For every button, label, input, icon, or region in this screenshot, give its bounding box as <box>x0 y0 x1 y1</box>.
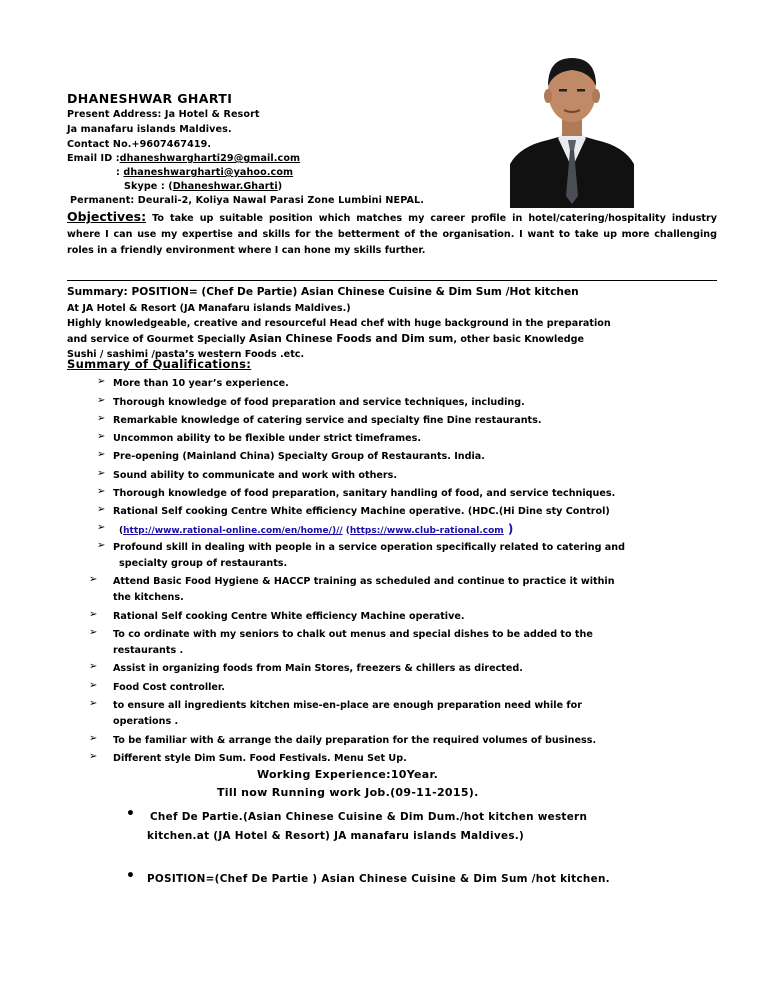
summary-desc-1: Highly knowledgeable, creative and resourceful Head chef with huge background in the preparation <box>67 318 611 329</box>
summary-desc-2c: , other basic Knowledge <box>453 333 585 345</box>
arrow-bullet-icon: ➢ <box>97 449 106 460</box>
objectives-heading: Objectives: <box>67 209 147 224</box>
qual-item: Food Cost controller. <box>113 682 225 693</box>
link-close: ) <box>503 522 514 536</box>
qual-item: Pre-opening (Mainland China) Specialty Group of Restaurants. India. <box>113 451 485 462</box>
arrow-bullet-icon: ➢ <box>89 574 98 585</box>
skype-row <box>124 181 282 192</box>
arrow-bullet-icon: ➢ <box>97 486 106 497</box>
bullet-dot-icon: • <box>126 806 135 822</box>
arrow-bullet-icon: ➢ <box>97 376 106 387</box>
summary-desc-3: Sushi / sashimi /pasta’s western Foods .etc. <box>67 349 305 360</box>
arrow-bullet-icon: ➢ <box>97 522 106 533</box>
link-mid: ( <box>342 526 350 536</box>
summary-desc-2a: and service of Gourmet Specially <box>67 333 250 345</box>
arrow-bullet-icon: ➢ <box>97 504 106 515</box>
qual-item: Assist in organizing foods from Main Stores, freezers & chillers as directed. <box>113 663 523 674</box>
skype-close: ) <box>277 181 283 192</box>
summary-desc-2b: Asian Chinese Foods and Dim sum <box>249 332 454 345</box>
arrow-bullet-icon: ➢ <box>89 733 98 744</box>
summary-section <box>67 285 717 363</box>
experience-bullet-1-line-2: kitchen.at (JA Hotel & Resort) JA manafaru islands Maldives.) <box>147 830 525 842</box>
qual-item-cont: restaurants . <box>113 645 184 656</box>
qual-item: Sound ability to communicate and work with others. <box>113 470 398 481</box>
email-row <box>67 153 300 164</box>
qual-item: Thorough knowledge of food preparation, sanitary handling of food, and service techniques. <box>113 488 616 499</box>
bullet-dot-icon: • <box>126 868 135 884</box>
qual-item: Remarkable knowledge of catering service and specialty fine Dine restaurants. <box>113 415 542 426</box>
skype-label: Skype : ( <box>124 181 173 192</box>
email2-prefix: : <box>116 167 124 178</box>
arrow-bullet-icon: ➢ <box>89 609 98 620</box>
qual-item: To be familiar with & arrange the daily preparation for the required volumes of business. <box>113 735 597 746</box>
skype-id[interactable]: Dhaneshwar.Gharti <box>172 181 278 192</box>
arrow-bullet-icon: ➢ <box>89 680 98 691</box>
permanent-address: Permanent: Deurali-2, Koliya Nawal Parasi Zone Lumbini NEPAL. <box>70 195 424 206</box>
arrow-bullet-icon: ➢ <box>89 751 98 762</box>
club-rational-link[interactable]: https://www.club-rational.com <box>349 526 504 536</box>
qual-item: To co ordinate with my seniors to chalk out menus and special dishes to be added to the <box>113 629 593 640</box>
link-open: ( <box>119 526 124 536</box>
qual-item: to ensure all ingredients kitchen mise-en-place are enough preparation need while for <box>113 700 582 711</box>
experience-till-now: Till now Running work Job.(09-11-2015). <box>217 786 479 799</box>
candidate-name: DHANESHWAR GHARTI <box>67 91 233 106</box>
contact-number: Contact No.+9607467419. <box>67 139 212 150</box>
qual-item: Different style Dim Sum. Food Festivals. Menu Set Up. <box>113 753 407 764</box>
qual-item: Attend Basic Food Hygiene & HACCP training as scheduled and continue to practice it within <box>113 576 615 587</box>
present-address: Present Address: Ja Hotel & Resort <box>67 109 260 120</box>
arrow-bullet-icon: ➢ <box>97 413 106 424</box>
email-link-gmail[interactable]: dhaneshwargharti29@gmail.com <box>119 153 301 164</box>
experience-bullet-1-line-1: Chef De Partie.(Asian Chinese Cuisine & Dim Dum./hot kitchen western <box>150 811 588 823</box>
portrait-icon <box>510 46 634 208</box>
qual-item-cont: operations . <box>113 716 179 727</box>
arrow-bullet-icon: ➢ <box>89 661 98 672</box>
summary-desc-2 <box>67 332 717 348</box>
arrow-bullet-icon: ➢ <box>89 627 98 638</box>
objectives-section <box>67 209 717 259</box>
arrow-bullet-icon: ➢ <box>97 395 106 406</box>
objectives-text: To take up suitable position which matches my career profile in hotel/catering/hospitality industry where I can use my expertise and skills for the betterment of the organisation. I want to take up more challenging roles in a friendly environment where I can hone my skills further. <box>67 213 717 256</box>
summary-location: At JA Hotel & Resort (JA Manafaru islands Maldives.) <box>67 302 351 314</box>
email-link-yahoo[interactable]: dhaneshwargharti@yahoo.com <box>123 167 294 178</box>
qual-links <box>119 522 513 540</box>
email-row-2 <box>116 167 293 178</box>
arrow-bullet-icon: ➢ <box>97 431 106 442</box>
qual-item: Rational Self cooking Centre White efficiency Machine operative. (HDC.(Hi Dine sty Control) <box>113 506 610 517</box>
arrow-bullet-icon: ➢ <box>97 468 106 479</box>
email-label: Email ID : <box>67 153 120 164</box>
summary-position: Summary: POSITION= (Chef De Partie) Asian Chinese Cuisine & Dim Sum /Hot kitchen <box>67 286 579 298</box>
qualifications-heading: Summary of Qualifications: <box>67 357 252 371</box>
arrow-bullet-icon: ➢ <box>89 698 98 709</box>
experience-heading: Working Experience:10Year. <box>257 768 439 781</box>
qual-item-profound: Profound skill in dealing with people in a service operation specifically related to catering and <box>113 542 625 553</box>
qual-item-profound-cont: specialty group of restaurants. <box>119 558 288 569</box>
experience-bullet-2: POSITION=(Chef De Partie ) Asian Chinese Cuisine & Dim Sum /hot kitchen. <box>147 873 610 885</box>
qual-item: Rational Self cooking Centre White efficiency Machine operative. <box>113 611 465 622</box>
rational-online-link[interactable]: http://www.rational-online.com/en/home/)// <box>123 526 343 536</box>
qual-item-cont: the kitchens. <box>113 592 184 603</box>
address-line2: Ja manafaru islands Maldives. <box>67 124 232 135</box>
arrow-bullet-icon: ➢ <box>97 540 106 551</box>
portrait-photo <box>510 46 634 208</box>
qual-item: Uncommon ability to be flexible under strict timeframes. <box>113 433 422 444</box>
qual-item: More than 10 year’s experience. <box>113 378 289 389</box>
section-divider <box>67 280 717 281</box>
qual-item: Thorough knowledge of food preparation and service techniques, including. <box>113 397 525 408</box>
